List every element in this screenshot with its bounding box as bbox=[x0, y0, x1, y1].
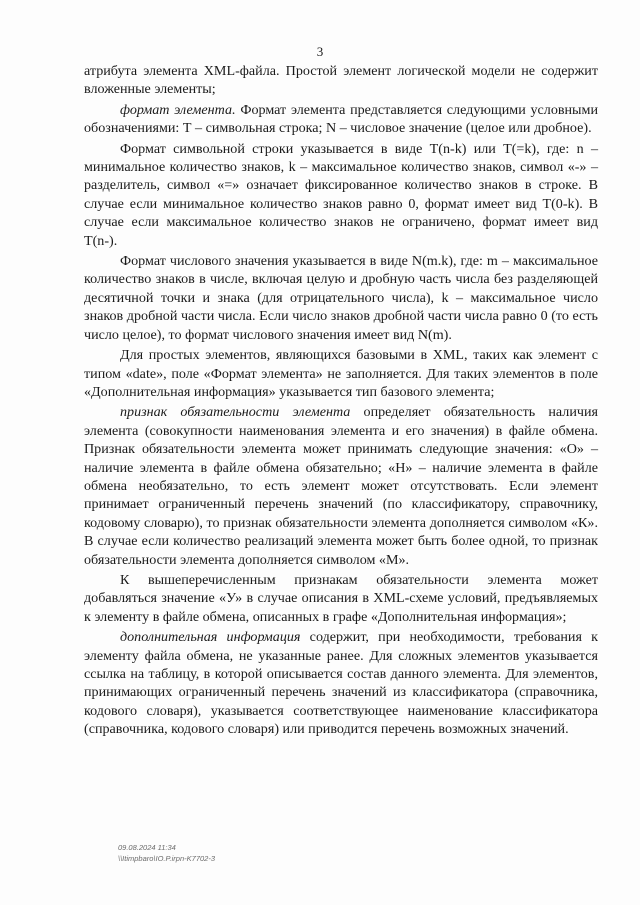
paragraph bbox=[84, 101, 598, 138]
footer-timestamp: 09.08.2024 11:34 bbox=[118, 843, 176, 852]
paragraph-text: атрибута элемента XML-файла. Простой элемент логической модели не содержит вложенные элементы; bbox=[84, 63, 598, 98]
paragraph bbox=[84, 571, 598, 626]
italic-term: дополнительная информация bbox=[120, 629, 301, 646]
paragraph bbox=[84, 62, 598, 99]
paragraph-text: определяет обязательность наличия элемента (совокупности наименования элемента и его значения) в файле обмена. Признак обязательности элемента может принимать следующие значения: «О» – наличие элемента в файле обмена обязательно; «Н» – наличие элемента в файле обмена необязательно, то есть элемент может отсутствовать. Если элемент принимает ограниченный перечень значений (по классификатору, справочнику, кодовому словарю), то признак обязательности элемента дополняется символом «К». В случае если количество реализаций элемента может быть более одной, то признак обязательности элемента дополняется символом «М». bbox=[84, 404, 598, 568]
body-text bbox=[84, 62, 598, 739]
page-number: 3 bbox=[316, 44, 324, 59]
paragraph-text: К вышеперечисленным признакам обязательности элемента может добавляться значение «У» в случае описания в XML-схеме условий, предъявляемых к элементу в файле обмена, описанных в графе «Дополнительная информация»; bbox=[84, 571, 598, 625]
paragraph bbox=[84, 140, 598, 250]
paragraph-text: Для простых элементов, являющихся базовыми в XML, таких как элемент с типом «date», поле «Формат элемента» не заполняется. Для таких элементов в поле «Дополнительная информация» указывается тип базового элемента; bbox=[84, 347, 598, 400]
paragraph bbox=[84, 403, 598, 569]
paragraph bbox=[84, 346, 598, 401]
paragraph-text: Формат элемента представляется следующими условными обозначениями: Т – символьная строка; N – числовое значение (целое или дробное). bbox=[84, 101, 598, 137]
footer-file-path: \\Itimpbaro\IO.P.irpn-K7702-3 bbox=[118, 854, 215, 863]
paragraph-text: Формат числового значения указывается в виде N(m.k), где: m – максимальное количество знаков в числе, включая целую и дробную часть числа без разделяющей десятичной точки и знака (для отрицательного числа), k – максимальное число знаков дробной части числа. Если число знаков дробной части числа равно 0 (то есть число целое), то формат числового значения имеет вид N(m). bbox=[84, 253, 598, 343]
paragraph bbox=[84, 628, 598, 738]
paragraph-text: содержит, при необходимости, требования к элементу файла обмена, не указанные ранее. Для сложных элементов указывается ссылка на таблицу, в которой описывается состав данного элемента. Для элементов, принимающих ограниченный перечень значений из классификатора (справочника, кодового словаря), указывается соответствующее наименование классификатора (справочника, кодового словаря) или приводится перечень возможных значений. bbox=[84, 629, 599, 738]
italic-term: признак обязательности элемента bbox=[120, 404, 351, 421]
paragraph bbox=[84, 252, 598, 344]
footer-stamp bbox=[118, 842, 215, 864]
italic-term: формат элемента. bbox=[120, 101, 236, 118]
paragraph-text: Формат символьной строки указывается в виде T(n-k) или T(=k), где: n – минимальное количество знаков, k – максимальное количество знаков, символ «-» – разделитель, символ «=» означает фиксированное количество знаков в строке. В случае если минимальное количество знаков равно 0, формат имеет вид T(0-k). В случае если максимальное количество знаков не ограничено, формат имеет вид T(n-). bbox=[84, 140, 598, 249]
